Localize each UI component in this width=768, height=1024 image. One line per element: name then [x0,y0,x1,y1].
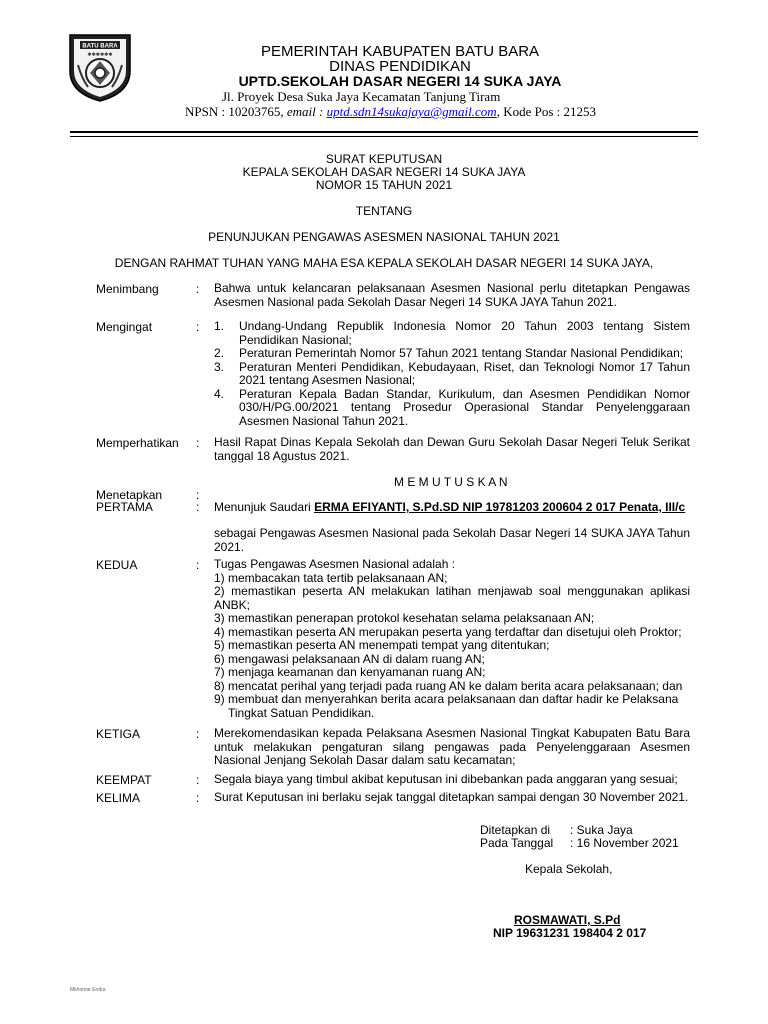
ketiga-colon: : [196,727,200,741]
list-item: 8) mencatat perihal yang terjadi pada ruang AN ke dalam berita acara pelaksanaan; dan [214,678,683,693]
ketiga-label: KETIGA [96,727,141,741]
postal-code: , Kode Pos : 21253 [496,104,597,119]
duties-intro: Tugas Pengawas Asesmen Nasional adalah : [214,557,456,571]
mengingat-list [214,320,690,428]
ditetapkan-label: Ditetapkan di [480,823,551,837]
menimbang-label: Menimbang [96,282,159,296]
header-rule-thick [70,131,698,133]
kedua-duties [214,558,690,720]
kelima-text: Surat Keputusan ini berlaku sejak tanggal ditetapkan sampai dengan 30 November 2021. [214,790,689,804]
tanggal-label: Pada Tanggal [480,836,554,850]
pertama-text: sebagai Pengawas Asesmen Nasional pada Sekolah Dasar Negeri 14 SUKA JAYA Tahun 2021. [214,526,690,554]
keempat-colon: : [196,773,200,787]
list-item: 4. Peraturan Kepala Badan Standar, Kurikulum, dan Asesmen Pendidikan Nomor 030/H/PG.00/2021 tentang Prosedur Operasional Standar Penyelenggaraan Asesmen Nasional Tahun 2021. [214,386,690,428]
kelima-colon: : [196,791,200,805]
email-label: email : [286,104,327,119]
pertama-appointee [214,500,685,514]
header-school: UPTD.SEKOLAH DASAR NEGERI 14 SUKA JAYA [238,73,562,89]
kelima-label: KELIMA [96,791,141,805]
list-item: 9) membuat dan menyerahkan berita acara pelaksanaan dan daftar hadir ke Pelaksana [214,692,679,706]
list-item: 4) memastikan peserta AN merupakan peserta yang terdaftar dan disetujui oleh Proktor; [214,624,682,639]
ketiga-text: Merekomendasikan kepada Pelaksana Asesmen Nasional Tingkat Kabupaten Batu Bara untuk melakukan pengaturan silang pengawas pada Penyelenggaraan Asesmen Nasional Jenjang Sekolah Dasar dalam satu kecamatan; [214,726,690,767]
header-government: PEMERINTAH KABUPATEN BATU BARA [260,43,540,60]
email-link[interactable]: uptd.sdn14sukajaya@gmail.com [326,104,497,119]
list-item: 5) memastikan peserta AN menempati tempat yang ditentukan; [214,638,550,652]
mengingat-colon: : [196,320,200,334]
keempat-label: KEEMPAT [96,773,152,787]
menetapkan-colon: : [196,488,200,502]
kedua-label: KEDUA [96,558,138,572]
header-department: DINAS PENDIDIKAN [329,58,471,75]
keempat-text: Segala biaya yang timbul akibat keputusan ini dibebankan pada anggaran yang sesuai; [214,772,678,786]
list-item: 2. Peraturan Pemerintah Nomor 57 Tahun 2021 tentang Standar Nasional Pendidikan; [214,346,684,360]
memperhatikan-label: Memperhatikan [96,436,179,450]
tanggal-value: : 16 November 2021 [570,836,679,850]
ditetapkan-value: : Suka Jaya [570,823,633,837]
list-item: 6) mengawasi pelaksanaan AN di dalam ruang AN; [214,651,485,666]
list-item: 3. Peraturan Menteri Pendidikan, Kebudayaan, Riset, dan Teknologi Nomor 17 Tahun 2021 tentang Asesmen Nasional; [214,359,690,387]
menimbang-text: Bahwa untuk kelancaran pelaksanaan Asesmen Nasional perlu ditetapkan Pengawas Asesmen Nasional pada Sekolah Dasar Negeri 14 SUKA JAYA Tahun 2021. [214,281,690,309]
kedua-colon: : [196,558,200,572]
header-rule-thin [70,136,698,137]
list-item: 7) menjaga keamanan dan kenyamanan ruang AN; [214,665,486,679]
menimbang-colon: : [196,282,200,296]
pertama-prefix: Menunjuk Saudari [214,500,315,514]
doc-preamble: DENGAN RAHMAT TUHAN YANG MAHA ESA KEPALA SEKOLAH DASAR NEGERI 14 SUKA JAYA, [114,256,654,270]
npsn: NPSN : 10203765, [185,104,287,119]
menetapkan-label: Menetapkan [96,488,163,502]
memutuskan-heading: M E M U T U S K A N [394,475,508,489]
signer-name: ROSMAWATI, S.Pd [514,913,621,927]
memperhatikan-colon: : [196,436,200,450]
list-item: 1) membacakan tata tertib pelaksanaan AN; [214,570,448,585]
doc-issuer: KEPALA SEKOLAH DASAR NEGERI 14 SUKA JAYA [242,165,526,179]
doc-title: SURAT KEPUTUSAN [325,152,443,166]
signer-nip: NIP 19631231 198404 2 017 [493,926,647,940]
list-item: 2) memastikan peserta AN melakukan latihan menjawab soal menggunakan aplikasi ANBK; [214,584,690,612]
pertama-colon: : [196,500,200,514]
appointee-name: ERMA EFIYANTI, S.Pd.SD NIP 19781203 200604 2 017 Penata, III/c [314,500,686,514]
doc-number: NOMOR 15 TAHUN 2021 [315,178,453,192]
signer-role: Kepala Sekolah, [525,862,613,876]
svg-text:✱✱✱✱✱✱: ✱✱✱✱✱✱ [87,52,113,58]
footer-note: Mkhomar Endra [70,987,106,993]
header-contact [185,104,596,120]
doc-tentang: TENTANG [355,204,413,218]
memperhatikan-text: Hasil Rapat Dinas Kepala Sekolah dan Dewan Guru Sekolah Dasar Negeri Teluk Serikat tanggal 18 Agustus 2021. [214,435,690,463]
pertama-label: PERTAMA [96,500,153,514]
doc-subject: PENUNJUKAN PENGAWAS ASESMEN NASIONAL TAHUN 2021 [208,230,560,244]
logo-text: BATU BARA [82,43,118,50]
list-item-continuation: Tingkat Satuan Pendidikan. [228,705,375,720]
mengingat-label: Mengingat [96,320,153,334]
list-item: 3) memastikan penerapan protokol kesehatan selama pelaksanaan AN; [214,611,595,625]
list-item: 1. Undang-Undang Republik Indonesia Nomor 20 Tahun 2003 tentang Sistem Pendidikan Nasional; [214,319,690,347]
header-address: Jl. Proyek Desa Suka Jaya Kecamatan Tanjung Tiram [222,89,501,104]
